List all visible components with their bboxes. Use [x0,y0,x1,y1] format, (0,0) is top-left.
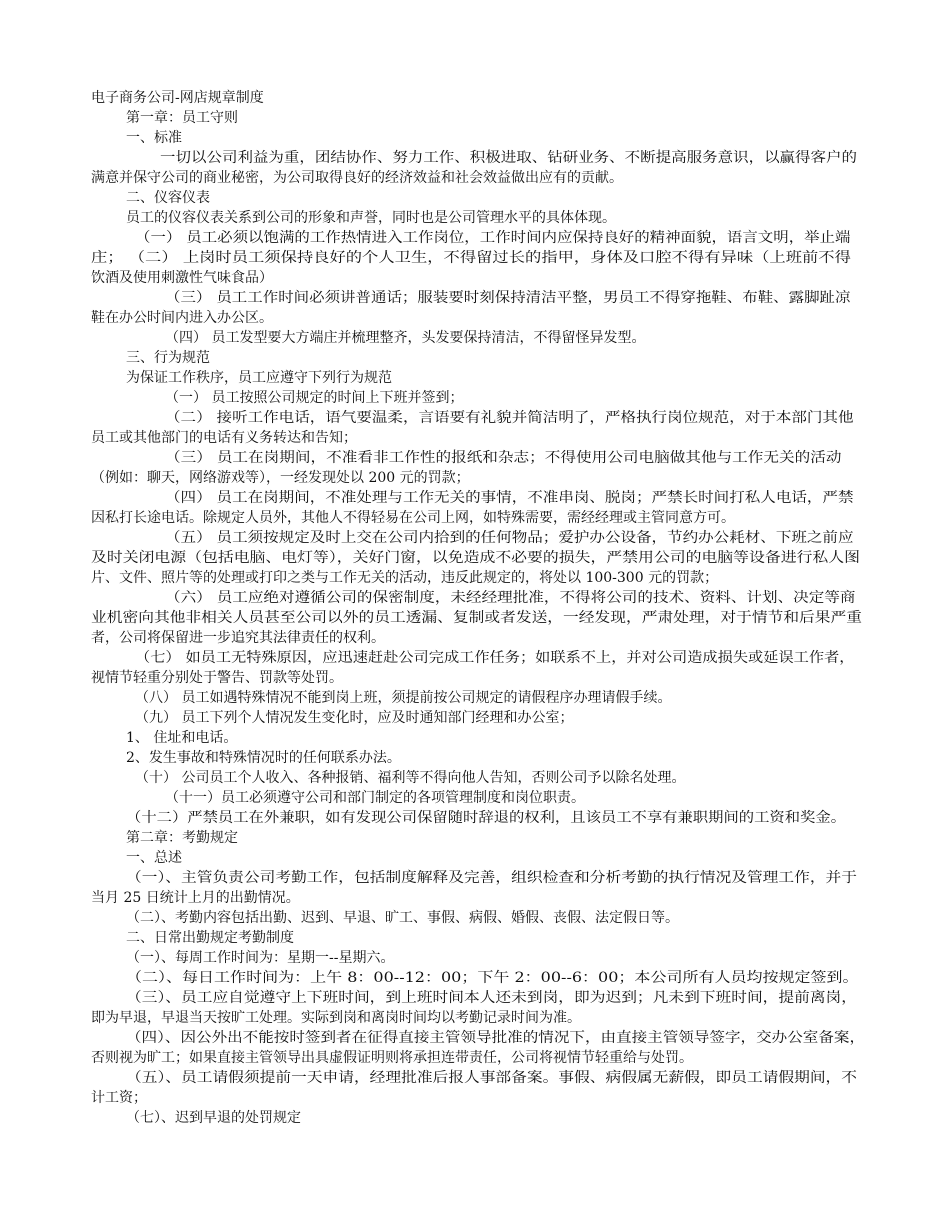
document-line: 计工资； [91,1090,147,1106]
document-line: 员工或其他部门的电话有义务转达和告知； [91,430,357,446]
document-line: 员工的仪容仪表关系到公司的形象和声誉，同时也是公司管理水平的具体体现。 [126,210,616,226]
document-line: 即为早退，早退当天按旷工处理。实际到岗和离岗时间均以考勤记录时间为准。 [91,1010,581,1026]
document-line: （例如：聊天，网络游戏等），一经发现处以 200 元的罚款； [91,470,470,486]
document-line: （十二）严禁员工在外兼职，如有发现公司保留随时辞退的权利，且该员工不享有兼职期间的工资和奖金。 [126,810,846,826]
document-line: 为保证工作秩序，员工应遵守下列行为规范 [126,370,392,386]
document-line: 否则视为旷工；如果直接主管领导出具虚假证明则将承担连带责任，公司将视情节轻重给与处罚。 [91,1050,693,1066]
document-line: 一切以公司利益为重，团结协作、努力工作、积极进取、钻研业务、不断提高服务意识，以赢得客户的 [160,150,857,166]
document-line: （二）、考勤内容包括出勤、迟到、早退、旷工、事假、病假、婚假、丧假、法定假日等。 [126,910,679,926]
document-line: （二）、每日工作时间为：上午 8：00--12：00；下午 2：00--6：00；本公司所有人员均按规定签到。 [126,970,859,986]
document-line: （一）、主管负责公司考勤工作，包括制度解释及完善，组织检查和分析考勤的执行情况及管理工作，并于 [126,870,857,886]
document-line: （四） 员工发型要大方端庄并梳理整齐，头发要保持清洁，不得留怪异发型。 [165,330,646,346]
document-line: 二、仪容仪表 [126,190,210,206]
document-line: （十一）员工必须遵守公司和部门制定的各项管理制度和岗位职责。 [165,790,585,806]
document-line: （七） 如员工无特殊原因，应迅速赶赴公司完成工作任务；如联系不上，并对公司造成损失或延误工作者， [135,650,855,666]
document-line: 及时关闭电源（包括电脑、电灯等），关好门窗，以免造成不必要的损失，严禁用公司的电脑等设备进行私人图 [91,550,860,566]
document-line: （一） 员工按照公司规定的时间上下班并签到； [165,390,464,406]
document-line: （五）、员工请假须提前一天申请，经理批准后报人事部备案。事假、病假属无薪假，即员工请假期间，不 [126,1070,857,1086]
document-line: （一）、每周工作时间为：星期一--星期六。 [126,950,395,966]
document-line: （三） 员工在岗期间，不准看非工作性的报纸和杂志；不得使用公司电脑做其他与工作无关的活动 [165,450,842,466]
document-line: 因私打长途电话。除规定人员外，其他人不得轻易在公司上网，如特殊需要，需经经理或主管同意方可。 [91,510,735,526]
document-line: 一、总述 [126,850,182,866]
document-line: 1、 住址和电话。 [126,730,238,746]
document-line: （一） 员工必须以饱满的工作热情进入工作岗位，工作时间内应保持良好的精神面貌，语言文明，举止端 [135,230,851,246]
document-line: 饮酒及使用刺激性气味食品） [91,270,273,286]
document-line: 第二章：考勤规定 [126,830,238,846]
document-line: （四） 员工在岗期间，不准处理与工作无关的事情，不准串岗、脱岗；严禁长时间打私人电话，严禁 [165,490,854,506]
document-line: 者，公司将保留进一步追究其法律责任的权利。 [91,630,385,646]
document-line: 业机密向其他非相关人员甚至公司以外的员工透漏、复制或者发送，一经发现，严肃处理，对于情节和后果严重 [91,610,862,626]
document-line: （二） 接听工作电话，语气要温柔，言语要有礼貌并简洁明了，严格执行岗位规范，对于本部门其他 [165,410,854,426]
document-title: 电子商务公司-网店规章制度 [91,90,264,106]
document-line: （十） 公司员工个人收入、各种报销、福利等不得向他人告知，否则公司予以除名处理。 [135,770,686,786]
document-line: 庄； （二） 上岗时员工须保持良好的个人卫生，不得留过长的指甲，身体及口腔不得有异味（上班前不得 [91,250,851,266]
document-line: （八） 员工如遇特殊情况不能到岗上班，须提前按公司规定的请假程序办理请假手续。 [135,690,672,706]
document-line: （七）、迟到早退的处罚规定 [126,1110,301,1126]
document-line: （四）、因公外出不能按时签到者在征得直接主管领导批准的情况下，由直接主管领导签字，交办公室备案， [126,1030,865,1046]
document-line: 2、发生事故和特殊情况时的任何联系办法。 [126,750,401,766]
document-line: 一、标准 [126,130,182,146]
document-line: （三） 员工工作时间必须讲普通话；服装要时刻保持清洁平整，男员工不得穿拖鞋、布鞋、露脚趾凉 [165,290,851,306]
document-line: 三、行为规范 [126,350,210,366]
document-line: （三）、员工应自觉遵守上下班时间，到上班时间本人还未到岗，即为迟到；凡未到下班时间，提前离岗， [126,990,857,1006]
document-line: 满意并保守公司的商业秘密，为公司取得良好的经济效益和社会效益做出应有的贡献。 [91,170,623,186]
document-line: 视情节轻重分别处于警告、罚款等处罚。 [91,670,343,686]
document-line: （六） 员工应绝对遵循公司的保密制度，未经经理批准，不得将公司的技术、资料、计划、决定等商 [165,590,856,606]
document-line: 当月 25 日统计上月的出勤情况。 [91,890,300,906]
document-line: 第一章：员工守则 [126,110,238,126]
document-line: 片、文件、照片等的处理或打印之类与工作无关的活动，违反此规定的，将处以 100-300 元的罚款； [91,570,719,586]
document-line: （九） 员工下列个人情况发生变化时，应及时通知部门经理和办公室； [135,710,574,726]
document-line: 二、日常出勤规定考勤制度 [126,930,294,946]
document-line: 鞋在办公时间内进入办公区。 [91,310,273,326]
document-line: （五） 员工须按规定及时上交在公司内拾到的任何物品；爱护办公设备，节约办公耗材、下班之前应 [165,530,854,546]
